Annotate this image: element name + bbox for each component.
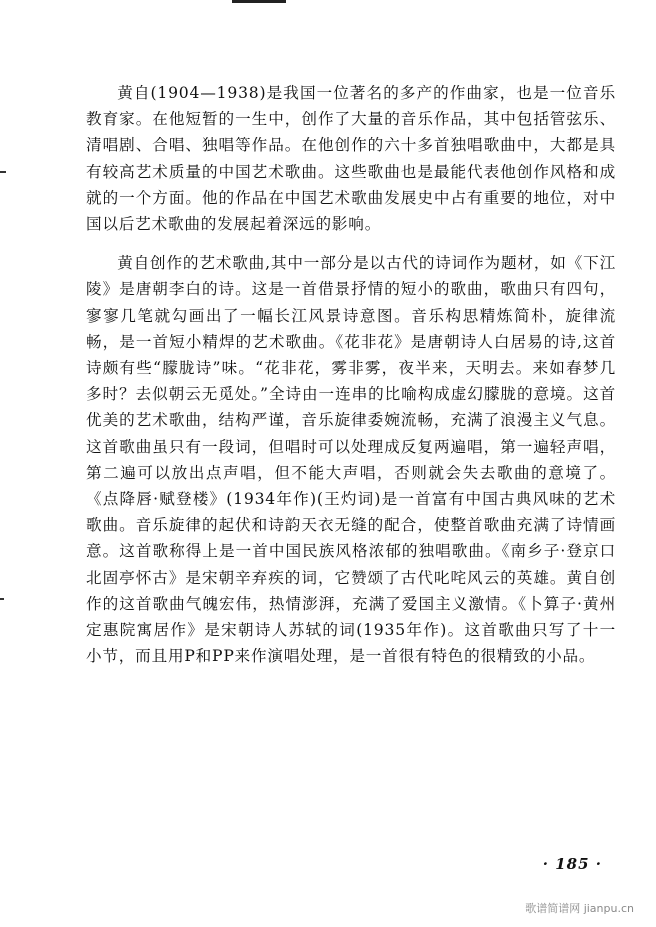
paragraph-1: 黄自(1904—1938)是我国一位著名的多产的作曲家，也是一位音乐教育家。在他短暂的一生中，创作了大量的音乐作品，其中包括管弦乐、清唱剧、合唱、独唱等作品。在他创作的六十多首独唱歌曲中，大都是具有较高艺术质量的中国艺术歌曲。这些歌曲也是最能代表他创作风格和成就的一个方面。他的作品在中国艺术歌曲发展史中占有重要的地位，对中国以后艺术歌曲的发展起着深远的影响。	[86, 84, 616, 234]
scan-artifact-left	[0, 171, 6, 173]
page-body	[86, 80, 616, 920]
page-number: · 185 ·	[542, 855, 602, 873]
scan-artifact-top	[232, 0, 286, 3]
paragraph-2: 黄自创作的艺术歌曲,其中一部分是以古代的诗词作为题材，如《下江陵》是唐朝李白的诗。这是一首借景抒情的短小的歌曲，歌曲只有四句，寥寥几笔就勾画出了一幅长江风景诗意图。音乐构思精炼简朴，旋律流畅，是一首短小精焊的艺术歌曲。《花非花》是唐朝诗人白居易的诗,这首诗颇有些“朦胧诗”味。“花非花，雾非雾，夜半来，天明去。来如春梦几多时？去似朝云无觅处。”全诗由一连串的比喻构成虚幻朦胧的意境。这首优美的艺术歌曲，结构严谨，音乐旋律委婉流畅，充满了浪漫主义气息。这首歌曲虽只有一段词，但唱时可以处理成反复两遍唱，第一遍轻声唱，第二遍可以放出点声唱，但不能大声唱，否则就会失去歌曲的意境了。《点降唇·赋登楼》(1934年作)(王灼词)是一首富有中国古典风味的艺术歌曲。音乐旋律的起伏和诗韵天衣无缝的配合，使整首歌曲充满了诗情画意。这首歌称得上是一首中国民族风格浓郁的独唱歌曲。《南乡子·登京口北固亭怀古》是宋朝辛弃疾的词，它赞颂了古代叱咤风云的英雄。黄自创作的这首歌曲气魄宏伟，热情澎湃，充满了爱国主义激情。《卜算子·黄州定惠院寓居作》是宋朝诗人苏轼的词(1935年作)。这首歌曲只写了十一小节，而且用P和PP来作演唱处理，是一首很有特色的很精致的小品。	[86, 254, 616, 666]
watermark: 歌谱简谱网 jianpu.cn	[525, 902, 634, 915]
scan-artifact-left	[0, 598, 4, 600]
